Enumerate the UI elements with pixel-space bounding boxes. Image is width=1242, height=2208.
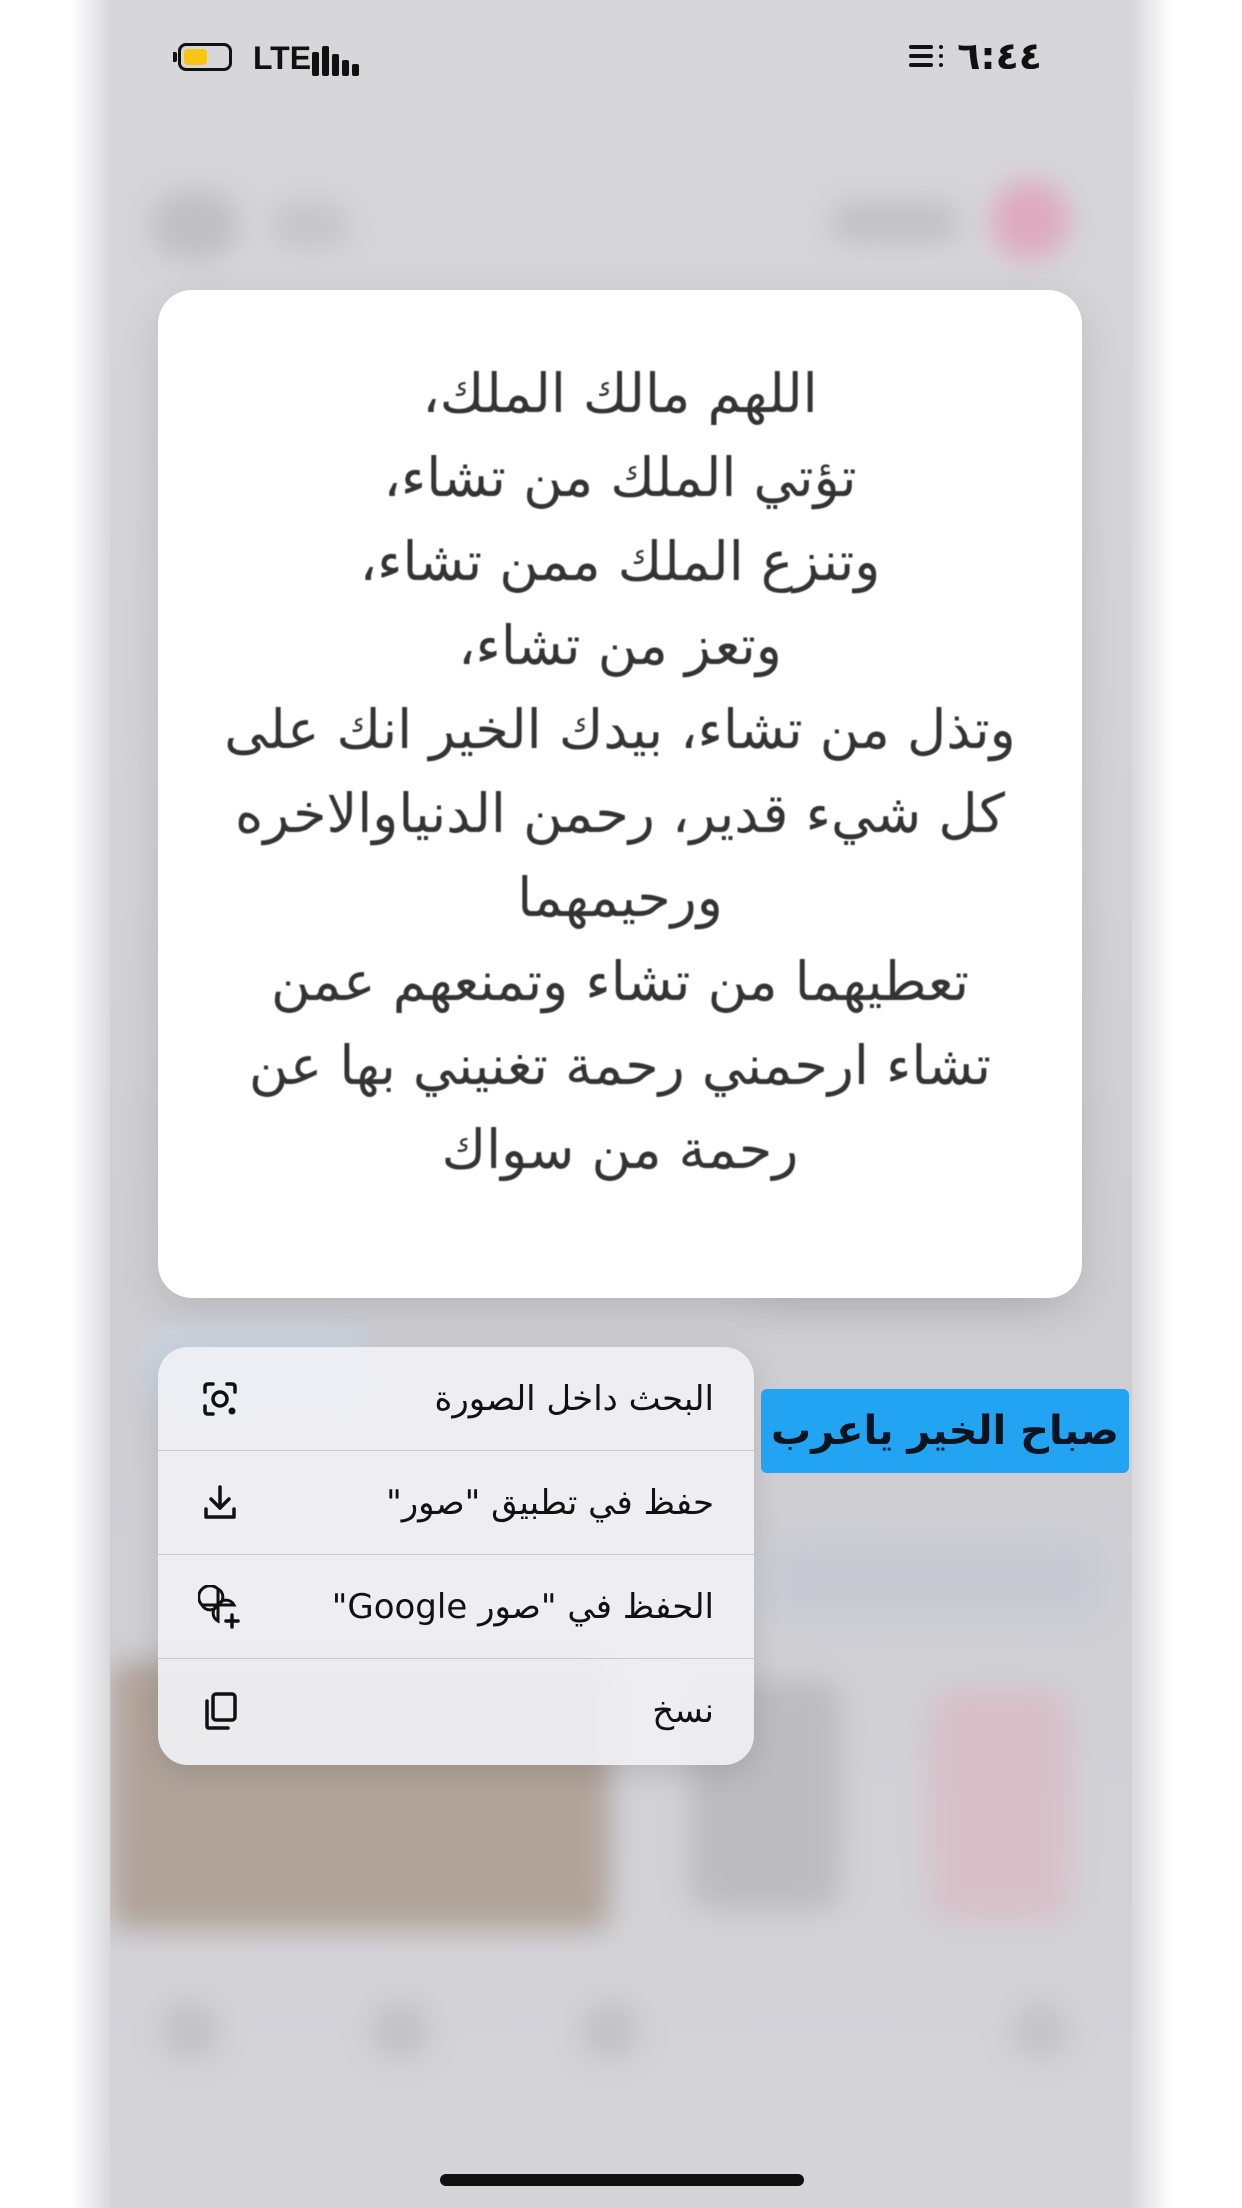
menu-item-save-to-google-photos[interactable] — [158, 1555, 754, 1659]
home-indicator[interactable] — [440, 2174, 804, 2186]
status-bar — [110, 0, 1132, 120]
context-menu — [158, 1347, 754, 1765]
poem-line: وتعز من تشاء، — [458, 614, 782, 677]
poem-text — [218, 352, 1022, 1192]
battery-tip — [173, 52, 177, 62]
list-indicator-icon — [909, 43, 943, 69]
signal-icon — [312, 42, 362, 76]
chip-text: صباح الخير ياعرب — [771, 1408, 1119, 1454]
battery-icon — [178, 43, 232, 71]
menu-item-label: البحث داخل الصورة — [434, 1378, 714, 1419]
menu-item-copy[interactable] — [158, 1659, 754, 1763]
poem-line: وتذل من تشاء، بيدك الخير انك على — [224, 698, 1016, 761]
menu-item-label: حفظ في تطبيق "صور" — [386, 1482, 714, 1523]
clock: ٦:٤٤ — [957, 34, 1042, 78]
poem-line: رحمة من سواك — [441, 1118, 799, 1181]
selected-text-chip[interactable] — [761, 1389, 1129, 1473]
menu-item-label: نسخ — [652, 1691, 714, 1731]
menu-item-search-image[interactable] — [158, 1347, 754, 1451]
google-photos-add-icon — [198, 1585, 242, 1629]
network-label: LTE — [253, 40, 312, 76]
copy-icon — [198, 1689, 242, 1733]
poem-line: تعطيهما من تشاء وتمنعهم عمن — [270, 950, 970, 1013]
menu-item-label: الحفظ في "صور Google" — [331, 1586, 714, 1627]
time-group — [909, 34, 1042, 78]
poem-line: وتنزع الملك ممن تشاء، — [359, 530, 881, 593]
battery-level — [184, 49, 207, 65]
menu-item-save-to-photos[interactable] — [158, 1451, 754, 1555]
poem-line: كل شيء قدير، رحمن الدنياوالاخره — [234, 782, 1006, 845]
poem-line: اللهم مالك الملك، — [422, 362, 818, 425]
phone-screen — [110, 0, 1132, 2208]
download-icon — [198, 1481, 242, 1525]
image-preview — [158, 290, 1082, 1298]
lens-icon — [198, 1377, 242, 1421]
poem-line: ورحيمهما — [517, 866, 723, 929]
poem-line: تشاء ارحمني رحمة تغنيني بها عن — [248, 1034, 992, 1097]
poem-line: تؤتي الملك من تشاء، — [383, 446, 857, 509]
